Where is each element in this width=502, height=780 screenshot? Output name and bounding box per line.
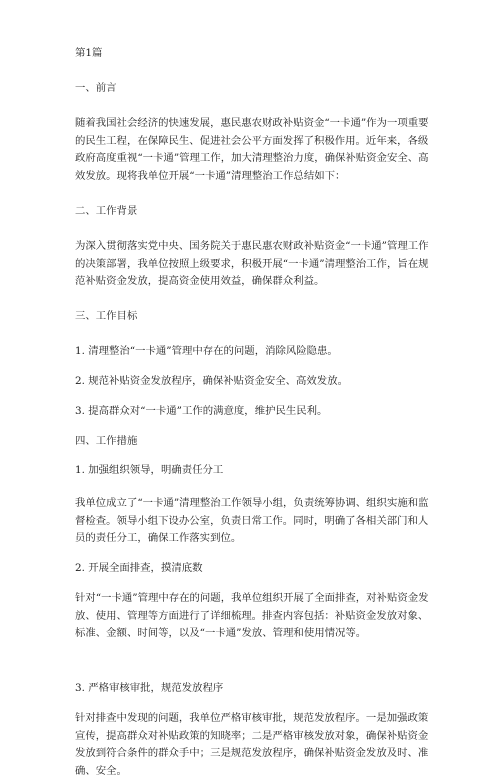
section-2-paragraph: 为深入贯彻落实党中央、国务院关于惠民惠农财政补贴资金“一卡通”管理工作的决策部署，我单位按照上级要求，积极开展“一卡通”清理整治工作，旨在规范补贴资金发放，提高资金使用效益，确保群众利益。 — [75, 240, 429, 287]
measure-1-paragraph: 我单位成立了“一卡通”清理整治工作领导小组，负责统筹协调、组织实施和监督检查。领导小组下设办公室，负责日常工作。同时，明确了各相关部门和人员的责任分工，确保工作落实到位。 — [75, 497, 429, 544]
section-1-paragraph: 随着我国社会经济的快速发展，惠民惠农财政补贴资金“一卡通”作为一项重要的民生工程，在保障民生、促进社会公平方面发挥了积极作用。近年来，各级政府高度重视“一卡通”管理工作，加大清理整治力度，确保补贴资金安全、高效发放。现将我单位开展“一卡通”清理整治工作总结如下： — [75, 117, 429, 182]
section-3-heading: 三、工作目标 — [75, 310, 138, 322]
goal-item-3: 3. 提高群众对“一卡通”工作的满意度，维护民生民利。 — [75, 405, 328, 417]
section-1-heading: 一、前言 — [75, 82, 117, 94]
goal-item-2: 2. 规范补贴资金发放程序，确保补贴资金安全、高效发放。 — [75, 375, 348, 387]
measure-1-heading: 1. 加强组织领导，明确责任分工 — [75, 464, 224, 476]
goal-item-1: 1. 清理整治“一卡通”管理中存在的问题，消除风险隐患。 — [75, 345, 338, 357]
measure-2-heading: 2. 开展全面排查，摸清底数 — [75, 562, 203, 574]
measure-2-paragraph: 针对“一卡通”管理中存在的问题，我单位组织开展了全面排查，对补贴资金发放、使用、管理等方面进行了详细梳理。排查内容包括：补贴资金发放对象、标准、金额、时间等，以及“一卡通”发放、管理和使用情况等。 — [75, 592, 429, 639]
section-4-heading: 四、工作措施 — [75, 435, 138, 447]
measure-3-paragraph: 针对排查中发现的问题，我单位严格审核审批，规范发放程序。一是加强政策宣传，提高群众对补贴政策的知晓率；二是严格审核发放对象，确保补贴资金发放到符合条件的群众手中；三是规范发放程序，确保补贴资金发放及时、准确、安全。 — [75, 712, 429, 777]
measure-3-heading: 3. 严格审核审批，规范发放程序 — [75, 682, 224, 694]
section-2-heading: 二、工作背景 — [75, 205, 138, 217]
part-title: 第1篇 — [75, 47, 103, 59]
